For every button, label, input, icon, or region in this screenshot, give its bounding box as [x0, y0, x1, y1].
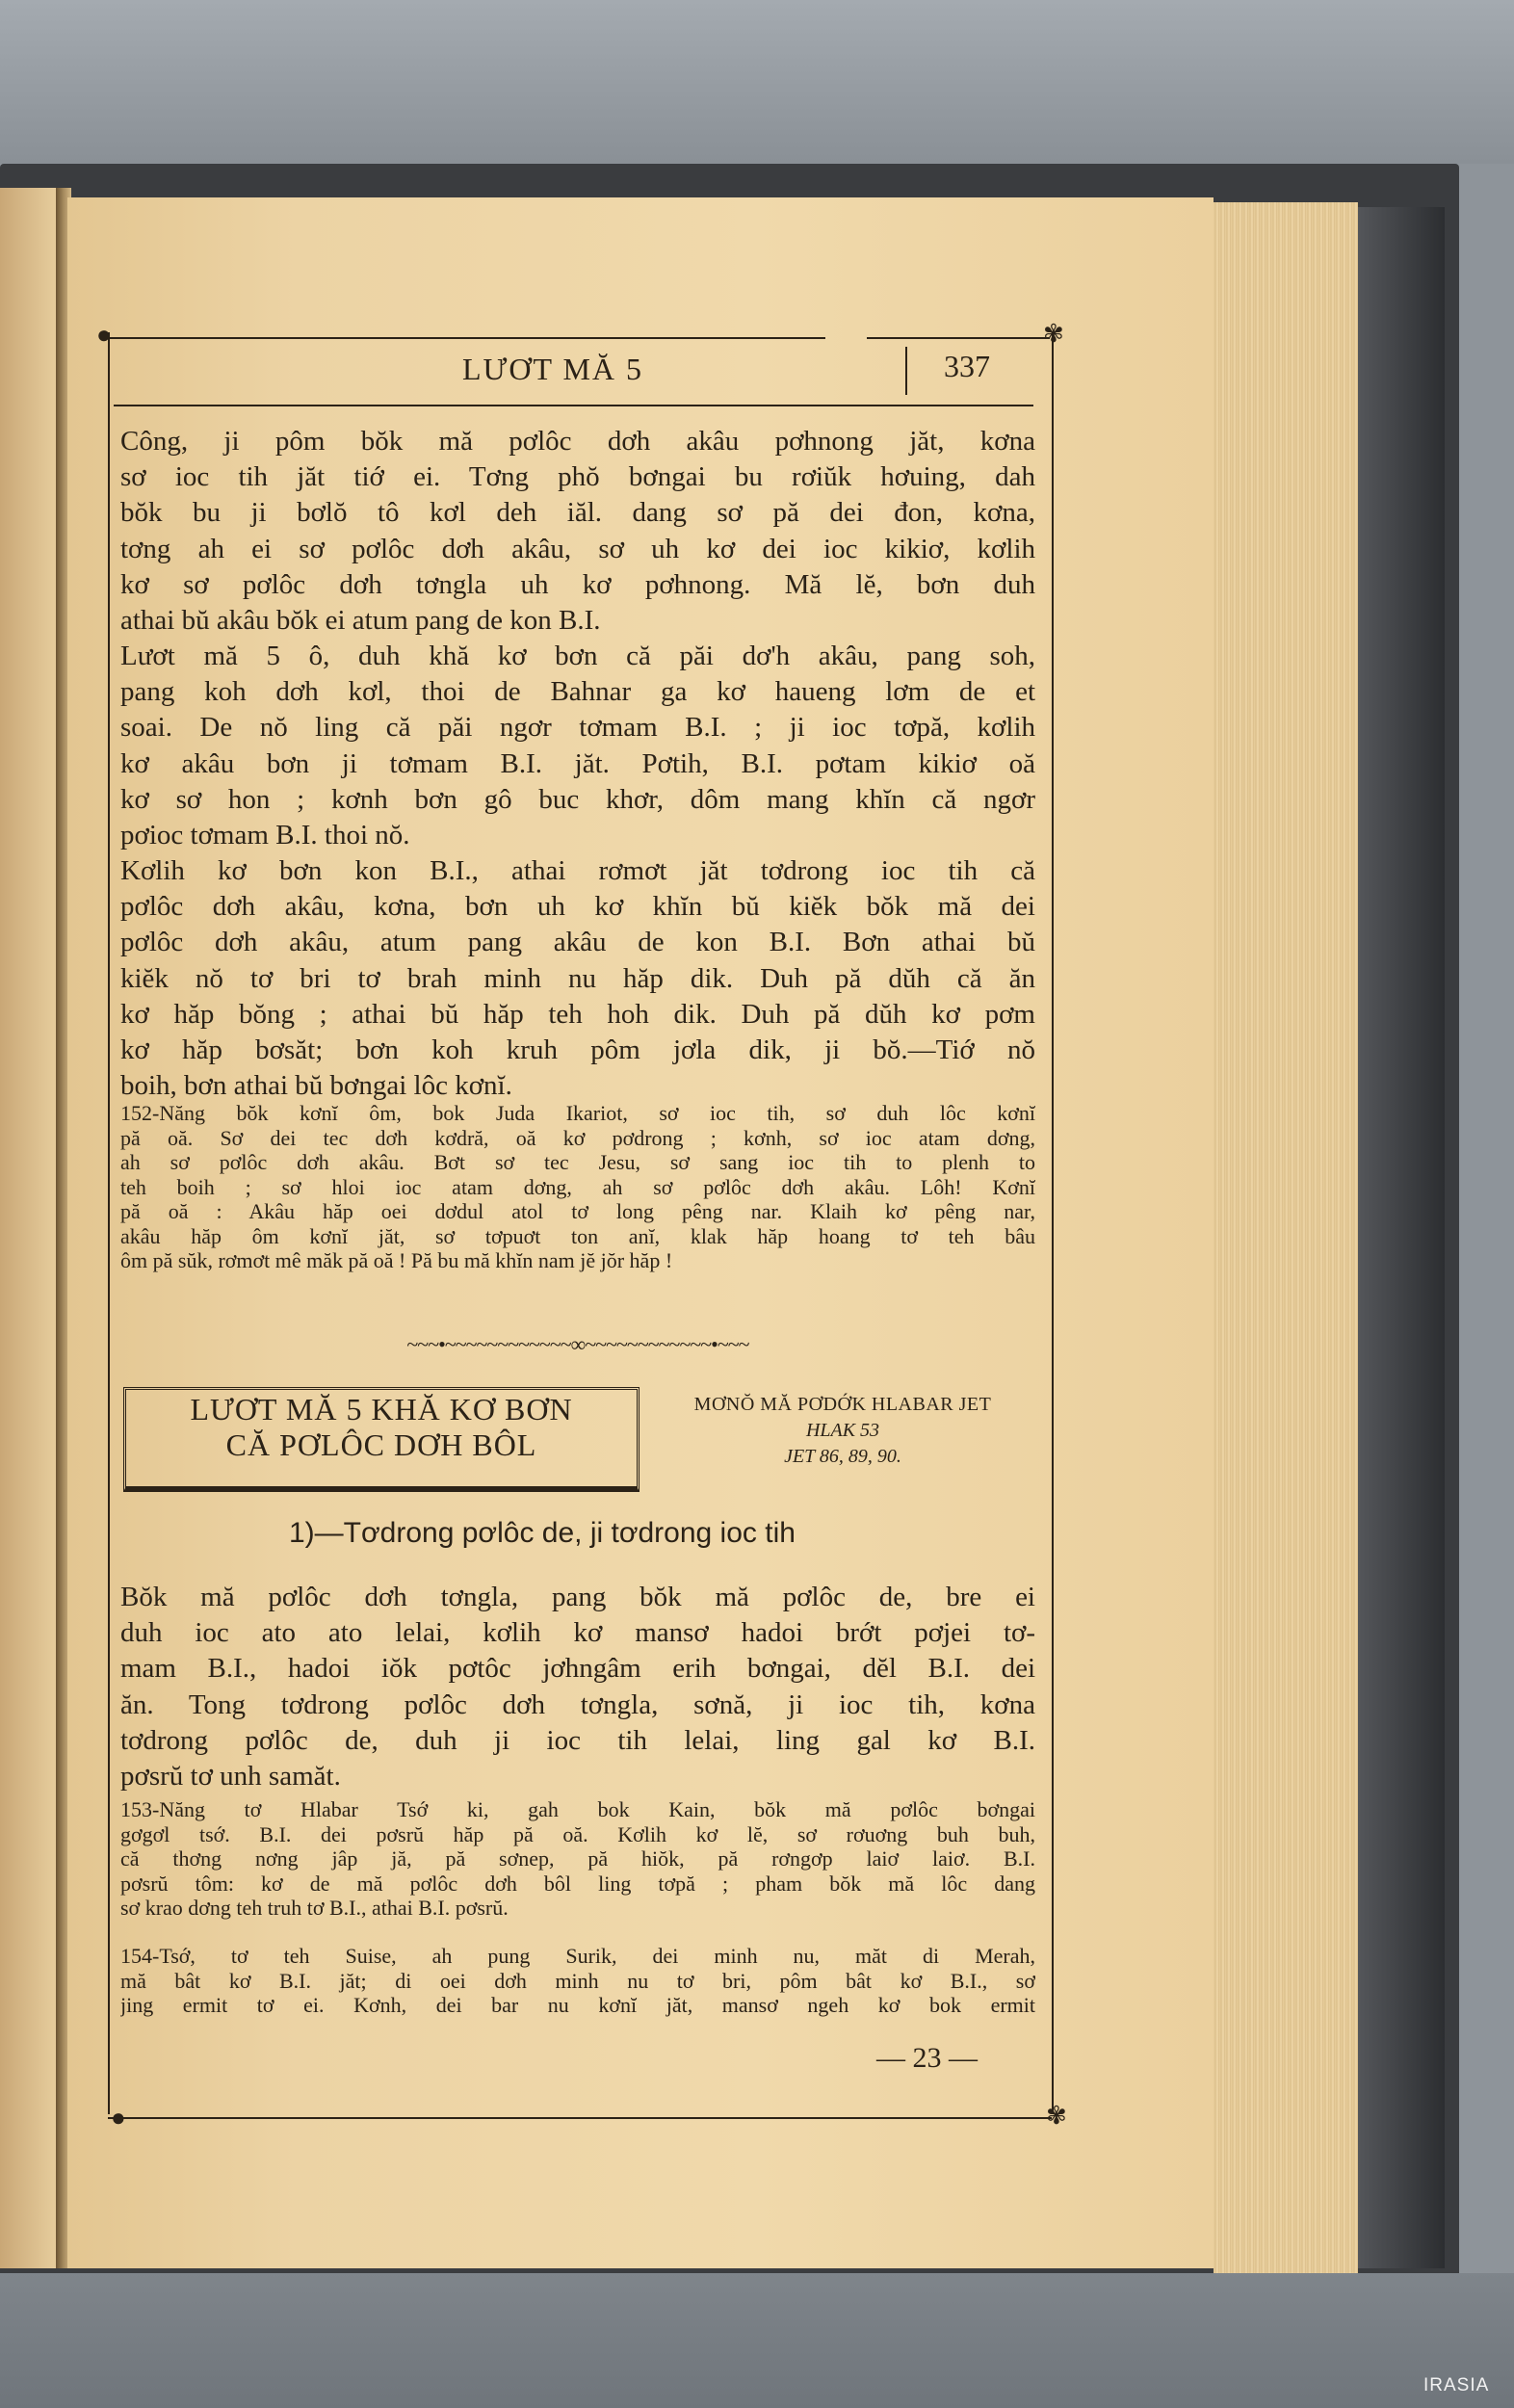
note-line: ah sơ pơlôc dơh akâu. Bơt sơ tec Jesu, sơ sang ioc tih to plenh to	[120, 1150, 1035, 1174]
footer-rule	[108, 2117, 1052, 2119]
text-line: ăn. Tong tơdrong pơlôc dơh tơngla, sơnă, ji ioc tih, kơna	[120, 1688, 1035, 1720]
running-header-title: LƯƠT MĂ 5	[462, 352, 644, 386]
lesson-title-line-1: LƯƠT MĂ 5 KHĂ KƠ BƠN	[190, 1392, 573, 1426]
text-line: duh ioc ato ato lelai, kơlih kơ mansơ hadoi brớt pơjei tơ-	[120, 1617, 1035, 1649]
reference-block	[650, 1392, 1035, 1470]
header-underline	[114, 405, 1033, 406]
text-line: kơ akâu bơn ji tơmam B.I. jăt. Pơtih, B.I. pơtam kikiơ oă	[120, 747, 1035, 779]
text-line: tơdrong pơlôc de, duh ji ioc tih lelai, ling gal kơ B.I.	[120, 1724, 1035, 1756]
paragraph-4	[120, 1580, 1035, 1794]
watermark: IRASIA	[1423, 2375, 1490, 2395]
text-line: pơlôc dơh akâu, kơna, bơn uh kơ khĭn bŭ kiĕk bŏk mă dei	[120, 891, 1035, 923]
text-line: sơ ioc tih jăt tiớ ei. Tơng phŏ bơngai bu rơiŭk hơuing, dah	[120, 461, 1035, 493]
footnote-152	[120, 1101, 1035, 1273]
text-line: soai. De nŏ ling că păi ngơr tơmam B.I. ; ji ioc tơpă, kơlih	[120, 712, 1035, 744]
paragraph-3	[120, 853, 1035, 1104]
text-line: pơlôc dơh akâu, atum pang akâu de kon B.I. Bơn athai bŭ	[120, 927, 1035, 958]
text-line: Lươt mă 5 ô, duh khă kơ bơn că păi dơ'h akâu, pang soh,	[120, 641, 1035, 671]
note-line: pơsrŭ tôm: kơ de mă pơlôc dơh bôl ling tơpă ; pham bŏk mă lôc dang	[120, 1871, 1035, 1896]
text-line: bŏk bu ji bơlŏ tô kơl deh iăl. dang sơ pă dei đon, kơna,	[120, 497, 1035, 529]
page-footer-number: — 23 —	[876, 2042, 978, 2074]
note-line: pă oă. Sơ dei tec dơh kơdră, oă kơ pơdrong ; kơnh, sơ ioc atam dơng,	[120, 1125, 1035, 1150]
backdrop-bottom	[0, 2273, 1514, 2408]
lesson-title-line-2: CĂ PƠLÔC DƠH BÔL	[225, 1427, 537, 1462]
text-line: Bŏk mă pơlôc dơh tơngla, pang bŏk mă pơlôc de, bre ei	[120, 1582, 1035, 1612]
note-line: 152-Năng bŏk kơnĭ ôm, bok Juda Ikariot, sơ ioc tih, sơ duh lôc kơnĭ	[120, 1101, 1035, 1125]
text-line: pơsrŭ tơ unh samăt.	[120, 1761, 341, 1793]
note-line: ôm pă sŭk, rơmơt mê măk pă oă ! Pă bu mă khĭn nam jĕ jŏr hăp !	[120, 1248, 673, 1272]
reference-line-1: MƠNŎ MĂ PƠDỚK HLABAR JET	[693, 1394, 992, 1415]
note-line: 153-Năng tơ Hlabar Tsớ ki, gah bok Kain, bŏk mă pơlôc bơngai	[120, 1797, 1035, 1821]
text-line: kơ hăp bơsăt; bơn koh kruh pôm jơla dik, ji bŏ.—Tiớ nŏ	[120, 1034, 1035, 1066]
text-line: Kơlih kơ bơn kon B.I., athai rơmơt jăt tơdrong ioc tih că	[120, 855, 1035, 886]
text-line: kiĕk nŏ tơ bri tơ brah minh nu hăp dik. Duh pă dŭh că ăn	[120, 962, 1035, 994]
text-line: athai bŭ akâu bŏk ei atum pang de kon B.I.	[120, 605, 601, 637]
corner-ornament-bottom-left: ●	[111, 2104, 126, 2132]
text-line: mam B.I., hadoi iŏk pơtôc jơhngâm erih bơngai, dĕl B.I. dei	[120, 1653, 1035, 1685]
backdrop-top	[0, 0, 1514, 164]
note-line: akâu hăp ôm kơnĭ jăt, sơ tơpuơt ton anĭ, klak hăp hoang tơ teh bâu	[120, 1223, 1035, 1248]
text-line: kơ sơ pơlôc dơh tơngla uh kơ pơhnong. Mă lĕ, bơn duh	[120, 568, 1035, 600]
header-rule-right	[867, 337, 1050, 339]
reference-line-3: JET 86, 89, 90.	[784, 1446, 901, 1467]
note-line: teh boih ; sơ hloi ioc atam dơng, ah sơ pơlôc dơh akâu. Lôh! Kơnĭ	[120, 1174, 1035, 1199]
footnote-153	[120, 1797, 1035, 1921]
left-page-edge	[0, 188, 60, 2268]
corner-ornament-bottom-right: ✾	[1046, 2102, 1067, 2130]
paragraph-1	[120, 424, 1035, 639]
page-number: 337	[944, 349, 990, 383]
paragraph-2	[120, 639, 1035, 853]
note-line: că thơng nơng jâp jă, pă sơnep, pă hiŏk, pă rơngơp laiơ laiơ. B.I.	[120, 1846, 1035, 1871]
header-separator	[905, 347, 907, 395]
lesson-title-box	[123, 1387, 640, 1492]
text-line: pơioc tơmam B.I. thoi nŏ.	[120, 820, 410, 851]
note-line: mă bât kơ B.I. jăt; di oei dơh minh nu tơ bri, pôm bât kơ B.I., sơ	[120, 1968, 1035, 1993]
note-line: pă oă : Akâu hăp oei dơdul atol tơ long pêng nar. Klaih kơ pêng nar,	[120, 1199, 1035, 1223]
text-line: Công, ji pôm bŏk mă pơlôc dơh akâu pơhnong jăt, kơna	[120, 426, 1035, 457]
note-line: 154-Tsớ, tơ teh Suise, ah pung Surik, dei minh nu, măt di Merah,	[120, 1944, 1035, 1968]
text-line: boih, bơn athai bŭ bơngai lôc kơnĭ.	[120, 1070, 512, 1102]
corner-ornament-top-right: ✾	[1043, 320, 1064, 348]
corner-ornament-top-left: ●	[96, 321, 112, 349]
section-subheading: 1)—Tơdrong pơlôc de, ji tơdrong ioc tih	[289, 1517, 796, 1549]
note-line: jing ermit tơ ei. Kơnh, dei bar nu kơnĭ jăt, mansơ ngeh kơ bok ermit	[120, 1993, 1035, 2017]
text-line: pang koh dơh kơl, thoi de Bahnar ga kơ haueng lơm de et	[120, 676, 1035, 708]
page-edges	[1214, 202, 1358, 2273]
section-divider: ~~~•~~~~~~~~~~~~∞~~~~~~~~~~~~•~~~	[406, 1332, 749, 1356]
reference-line-2: HLAK 53	[805, 1420, 880, 1441]
header-rule-left	[108, 337, 825, 339]
note-line: sơ krao dơng teh truh tơ B.I., athai B.I. pơsrŭ.	[120, 1896, 509, 1920]
note-line: gơgơl tsớ. B.I. dei pơsrŭ hăp pă oă. Kơlih kơ lĕ, sơ rơuơng buh buh,	[120, 1821, 1035, 1846]
text-line: tơng ah ei sơ pơlôc dơh akâu, sơ uh kơ dei ioc kikiơ, kơlih	[120, 533, 1035, 564]
footnote-154	[120, 1944, 1035, 2018]
text-line: kơ sơ hon ; kơnh bơn gô buc khơr, dôm mang khĭn că ngơr	[120, 783, 1035, 815]
cover-edge	[1358, 207, 1445, 2268]
text-line: kơ hăp bŏng ; athai bŭ hăp teh hoh dik. Duh pă dŭh kơ pơm	[120, 998, 1035, 1030]
